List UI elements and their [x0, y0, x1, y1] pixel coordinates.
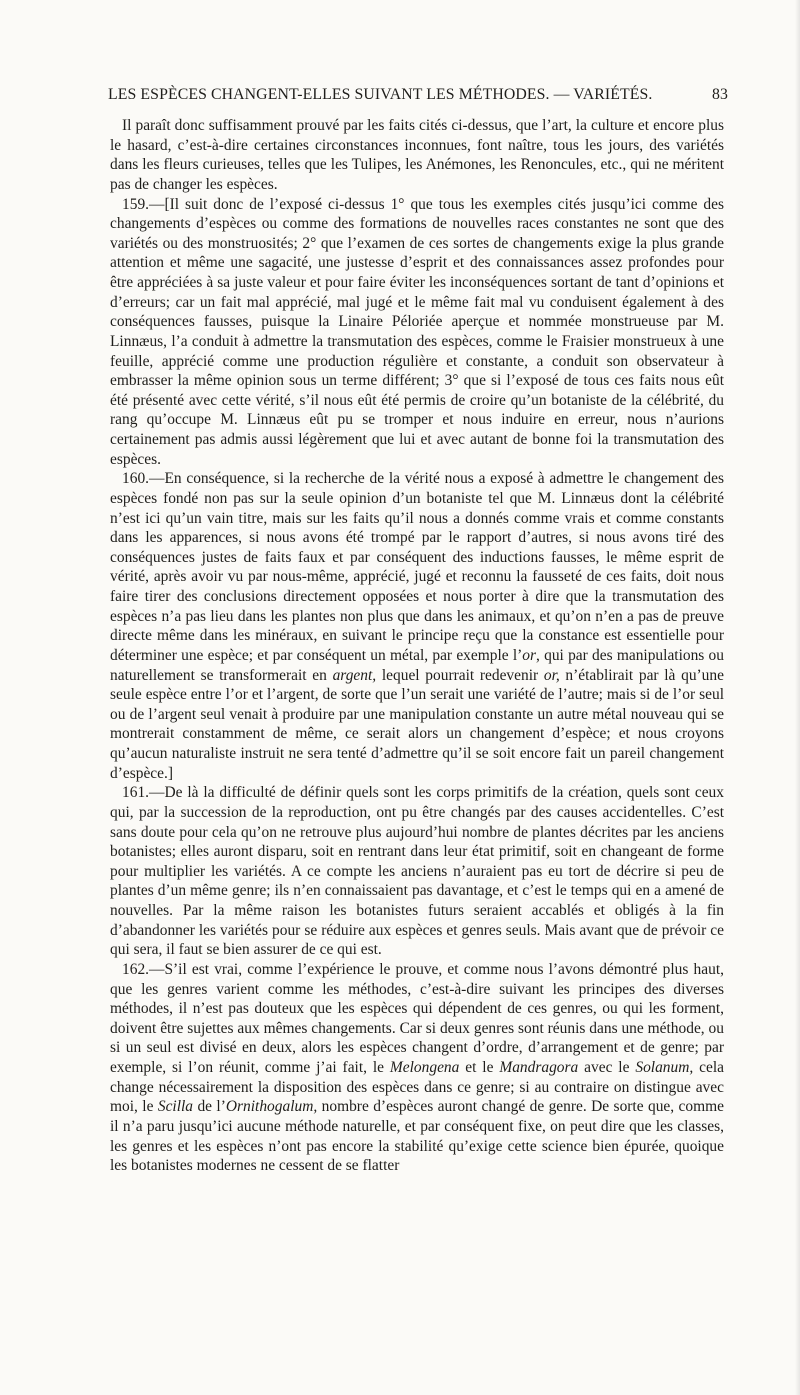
italic-melongena: Melongena — [389, 1059, 460, 1076]
paragraph-160-mid-1: , qui par des manipulations ou naturellement se transformerait en — [110, 646, 724, 684]
italic-solanum: Solanum, — [635, 1059, 694, 1076]
paragraph-161: 161.—De là la difficulté de définir quels sont les corps primitifs de la création, quels sont ceux qui, par la succession de la reproduction, ont pu être changés par des causes accidentelles. C’est sans doute pour cela qu’on ne retrouve plus aujourd’hui nombre de plantes décrites par les anciens botanistes; elles auront disparu, soit en rentrant dans leur état primitif, soit en changeant de forme pour multiplier les variétés. A ce compte les anciens n’auraient pas eu tort de décrire si peu de plantes d’un même genre; ils n’en connaissaient pas davantage, et c’est le temps qui en a amené de nouvelles. Par la même raison les botanistes futurs seraient accablés et obligés à la fin d’abandonner les variétés pour se réduire aux espèces et genres seuls. Mais avant que de prévoir ce qui sera, il faut se bien assurer de ce qui est. — [110, 784, 724, 959]
paragraph-162-mid-3: cela change nécessairement la disposition des espèces dans ce genre; si au contraire on distingue avec moi, le — [110, 1059, 724, 1116]
body-text — [110, 116, 724, 1176]
page-edge-shadow — [795, 0, 800, 1395]
running-header — [108, 86, 728, 112]
paragraph-162-mid-1: et le — [459, 1059, 500, 1076]
header-title: LES ESPÈCES CHANGENT-ELLES SUIVANT LES MÉTHODES. — VARIÉTÉS. — [108, 86, 653, 103]
paragraph-162-start: 162.—S’il est vrai, comme l’expérience le prouve, et comme nous l’avons démontré plus haut, que les genres varient comme les méthodes, c’est-à-dire suivant les principes des diverses méthodes, il n’est pas douteux que les espèces qui dépendent de ces genres, ou qui les forment, doivent être sujettes aux mêmes changements. Car si deux genres sont réunis dans une méthode, ou si un seul est divisé en deux, alors les espèces changent d’ordre, d’arrangement et de genre; par exemple, si l’on réunit, comme j’ai fait, le — [110, 960, 724, 1076]
paragraph-162-end: nombre d’espèces auront changé de genre. De sorte que, comme il n’a paru jusqu’ici aucune méthode naturelle, et par conséquent fixe, on peut dire que les classes, les genres et les espèces n’ont pas encore la stabilité qu’exige cette science bien épurée, quoique les botanistes modernes ne cessent de se flatter — [110, 1098, 724, 1175]
paragraph-162-mid-2: avec le — [578, 1059, 636, 1076]
paragraph-160 — [110, 469, 724, 783]
italic-or-2: or, — [543, 666, 560, 684]
paragraph-159: 159.—[Il suit donc de l’exposé ci-dessus 1° que tous les exemples cités jusqu’ici comme des changements d’espèces ou comme des formations de nouvelles races constantes ne sont que des variétés ou des monstruosités; 2° que l’examen de ces sortes de changements exige la plus grande attention et même une sagacité, une justesse d’esprit et des connaissances assez profondes pour être appréciées à sa juste valeur et pour faire éviter les inconséquences sortant de tant d’opinions et d’erreurs; car un fait mal apprécié, mal jugé et le même fait mal vu conduisent également à des conséquences fausses, puisque la Linaire Péloriée aperçue et nommée monstrueuse par M. Linnæus, l’a conduit à admettre la transmutation des espèces, comme le Fraisier monstrueux à une feuille, apprécié comme une production régulière et constante, a conduit son observateur à embrasser la même opinion sous un terme différent; 3° que si l’exposé de tous ces faits nous eût été présenté avec cette vérité, s’il nous eût été permis de croire qu’un botaniste de la célébrité, du rang qu’occupe M. Linnæus eût pu se tromper et nous induire en erreur, nous n’aurions certainement pas admis aussi légèrement que lui et avec autant de bonne foi la transmutation des espèces. — [110, 195, 724, 468]
italic-ornithogalum: Ornithogalum, — [225, 1098, 318, 1116]
page-number: 83 — [712, 86, 728, 103]
italic-argent: argent, — [332, 666, 377, 684]
paragraph-162 — [110, 960, 724, 1176]
paragraph-162-mid-4: de l’ — [193, 1098, 226, 1116]
italic-mandragora: Mandragora — [499, 1059, 579, 1076]
paragraph-158-continuation: Il paraît donc suffisamment prouvé par les faits cités ci-dessus, que l’art, la culture et encore plus le hasard, c’est-à-dire certaines circonstances inconnues, font naître, tous les jours, des variétés dans les fleurs curieuses, telles que les Tulipes, les Anémones, les Renoncules, etc., qui ne méritent pas de changer les espèces. — [110, 117, 724, 193]
italic-or: or — [522, 646, 537, 664]
paragraph-160-start: 160.—En conséquence, si la recherche de la vérité nous a exposé à admettre le changement des espèces fondé non pas sur la seule opinion d’un botaniste tel que M. Linnæus dont la célébrité n’est ici qu’un vain titre, mais sur les faits qu’il nous a donnés comme vrais et comme constants dans les apparences, si nous avons été trompé par le rapport d’autres, si nous avons tiré des conséquences justes de faits faux et par conséquent des inductions fausses, le même esprit de vérité, après avoir vu par nous-même, apprécié, jugé et reconnu la fausseté de ces faits, doit nous faire tirer des conclusions directement opposées et nous porter à dire que la transmutation des espèces n’a pas lieu dans les plantes non plus que dans les animaux, et qu’on n’en a pas de preuve directe même dans les minéraux, en suivant le principe reçu que la constance est essentielle pour déterminer une espèce; et par conséquent un métal, par exemple l’ — [110, 470, 724, 664]
paragraph-160-end: n’établirait par là qu’une seule espèce entre l’or et l’argent, de sorte que l’un serait une variété de l’autre; mais si de l’or seul ou de l’argent seul venait à produire par une manipulation constante un autre métal nouveau qui se montrerait constamment de même, ce serait alors un changement d’espèce; et nous croyons qu’aucun naturaliste instruit ne sera tenté d’admettre qu’il se soit encore fait un pareil changement d’espèce.] — [110, 666, 724, 782]
italic-scilla: Scilla — [157, 1098, 194, 1116]
paragraph-160-mid-2: lequel pourrait redevenir — [376, 666, 544, 684]
